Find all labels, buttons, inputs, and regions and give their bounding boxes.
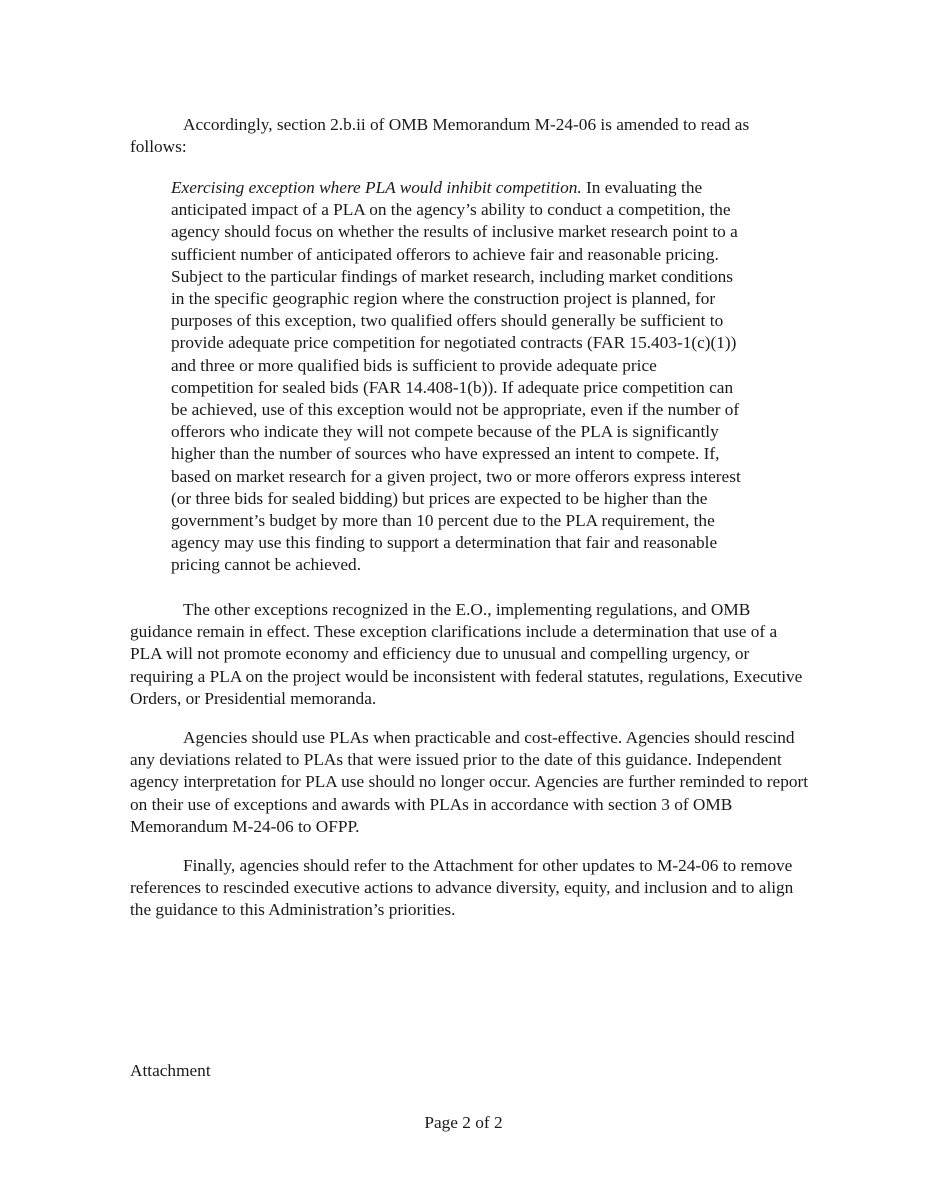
quote-heading: Exercising exception where PLA would inhibit competition.: [171, 178, 582, 197]
attachment-label: Attachment: [130, 1061, 211, 1080]
page-number-footer: Page 2 of 2: [424, 1113, 503, 1132]
quote-body: In evaluating the anticipated impact of a PLA on the agency’s ability to conduct a competition, the agency should focus on whether the results of inclusive market research point to a sufficient number of anticipated offerors to achieve fair and reasonable pricing. Subject to the particular findings of market research, including market conditions in the specific geographic region where the construction project is planned, for purposes of this exception, two qualified offers should generally be sufficient to provide adequate price competition for negotiated contracts (FAR 15.403-1(c)(1)) and three or more qualified bids is sufficient to provide adequate price competition for sealed bids (FAR 14.408-1(b)). If adequate price competition can be achieved, use of this exception would not be appropriate, even if the number of offerors who indicate they will not compete because of the PLA is significantly higher than the number of sources who have expressed an intent to compete. If, based on market research for a given project, two or more offerors express interest (or three bids for sealed bidding) but prices are expected to be higher than the government’s budget by more than 10 percent due to the PLA requirement, the agency may use this finding to support a determination that fair and reasonable pricing cannot be achieved.: [171, 178, 741, 575]
exceptions-paragraph: The other exceptions recognized in the E.O., implementing regulations, and OMB guidance remain in effect. These exception clarifications include a determination that use of a PLA will not promote economy and efficiency due to unusual and compelling urgency, or requiring a PLA on the project would be inconsistent with federal statutes, regulations, Executive Orders, or Presidential memoranda.: [130, 600, 803, 708]
agencies-paragraph: Agencies should use PLAs when practicable and cost-effective. Agencies should rescind any deviations related to PLAs that were issued prior to the date of this guidance. Independent agency interpretation for PLA use should no longer occur. Agencies are further reminded to report on their use of exceptions and awards with PLAs in accordance with section 3 of OMB Memorandum M-24-06 to OFPP.: [130, 728, 809, 836]
intro-paragraph: Accordingly, section 2.b.ii of OMB Memorandum M-24-06 is amended to read as follows:: [130, 115, 750, 157]
amended-section-quote: [171, 177, 741, 577]
finally-paragraph: Finally, agencies should refer to the Attachment for other updates to M-24-06 to remove references to rescinded executive actions to advance diversity, equity, and inclusion and to align the guidance to this Administration’s priorities.: [130, 856, 794, 920]
